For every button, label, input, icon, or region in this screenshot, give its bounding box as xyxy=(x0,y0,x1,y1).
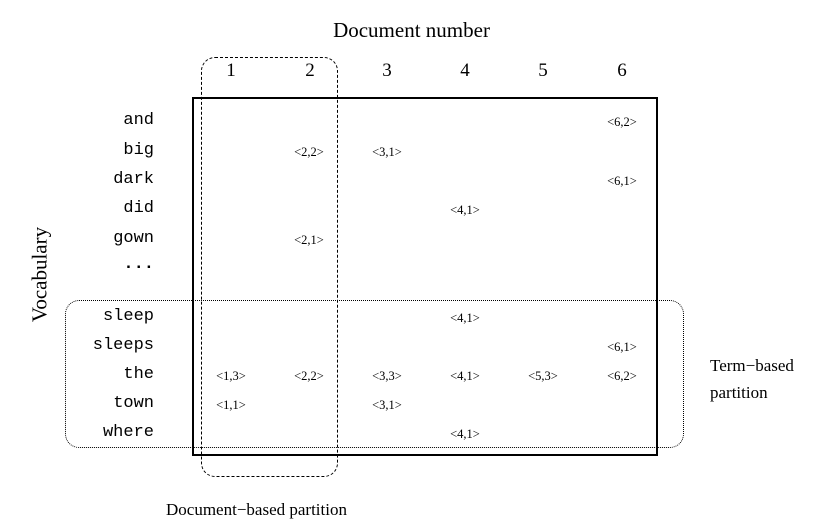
column-header-4: 4 xyxy=(460,60,470,81)
posting-cell: <6,1> xyxy=(607,174,637,188)
term-label: big xyxy=(123,141,154,160)
posting-cell: <6,2> xyxy=(607,115,637,129)
posting-cell: <1,3> xyxy=(216,369,246,383)
posting-cell: <2,2> xyxy=(294,369,324,383)
vocabulary-axis-label: Vocabulary xyxy=(27,226,52,323)
term-ellipsis: ... xyxy=(123,255,154,274)
posting-cell: <3,1> xyxy=(372,145,402,159)
posting-cell: <6,2> xyxy=(607,369,637,383)
posting-cell: <4,1> xyxy=(450,369,480,383)
term-label: sleep xyxy=(102,307,154,326)
posting-cell: <6,1> xyxy=(607,340,637,354)
posting-cell: <3,1> xyxy=(372,398,402,412)
posting-cell: <2,2> xyxy=(294,145,324,159)
column-header-3: 3 xyxy=(382,60,392,81)
term-partition-label xyxy=(710,352,794,406)
column-header-1: 1 xyxy=(226,60,236,81)
column-header-5: 5 xyxy=(538,60,548,81)
term-label: dark xyxy=(113,170,154,189)
term-partition-label-line2: partition xyxy=(710,383,768,402)
term-label: gown xyxy=(113,229,154,248)
column-header-6: 6 xyxy=(617,60,627,81)
term-label: sleeps xyxy=(92,336,154,355)
term-label: and xyxy=(123,111,154,130)
document-partition-label: Document−based partition xyxy=(166,500,347,519)
term-label: did xyxy=(123,199,154,218)
posting-cell: <5,3> xyxy=(528,369,558,383)
posting-cell: <4,1> xyxy=(450,311,480,325)
posting-cell: <4,1> xyxy=(450,427,480,441)
column-header-2: 2 xyxy=(305,60,315,81)
posting-cell: <3,3> xyxy=(372,369,402,383)
posting-cell: <1,1> xyxy=(216,398,246,412)
term-label: the xyxy=(123,365,154,384)
posting-cell: <4,1> xyxy=(450,203,480,217)
term-label: town xyxy=(113,394,154,413)
diagram-title: Document number xyxy=(333,18,490,42)
term-label: where xyxy=(102,423,154,442)
term-partition-label-line1: Term−based xyxy=(710,356,794,375)
posting-cell: <2,1> xyxy=(294,233,324,247)
